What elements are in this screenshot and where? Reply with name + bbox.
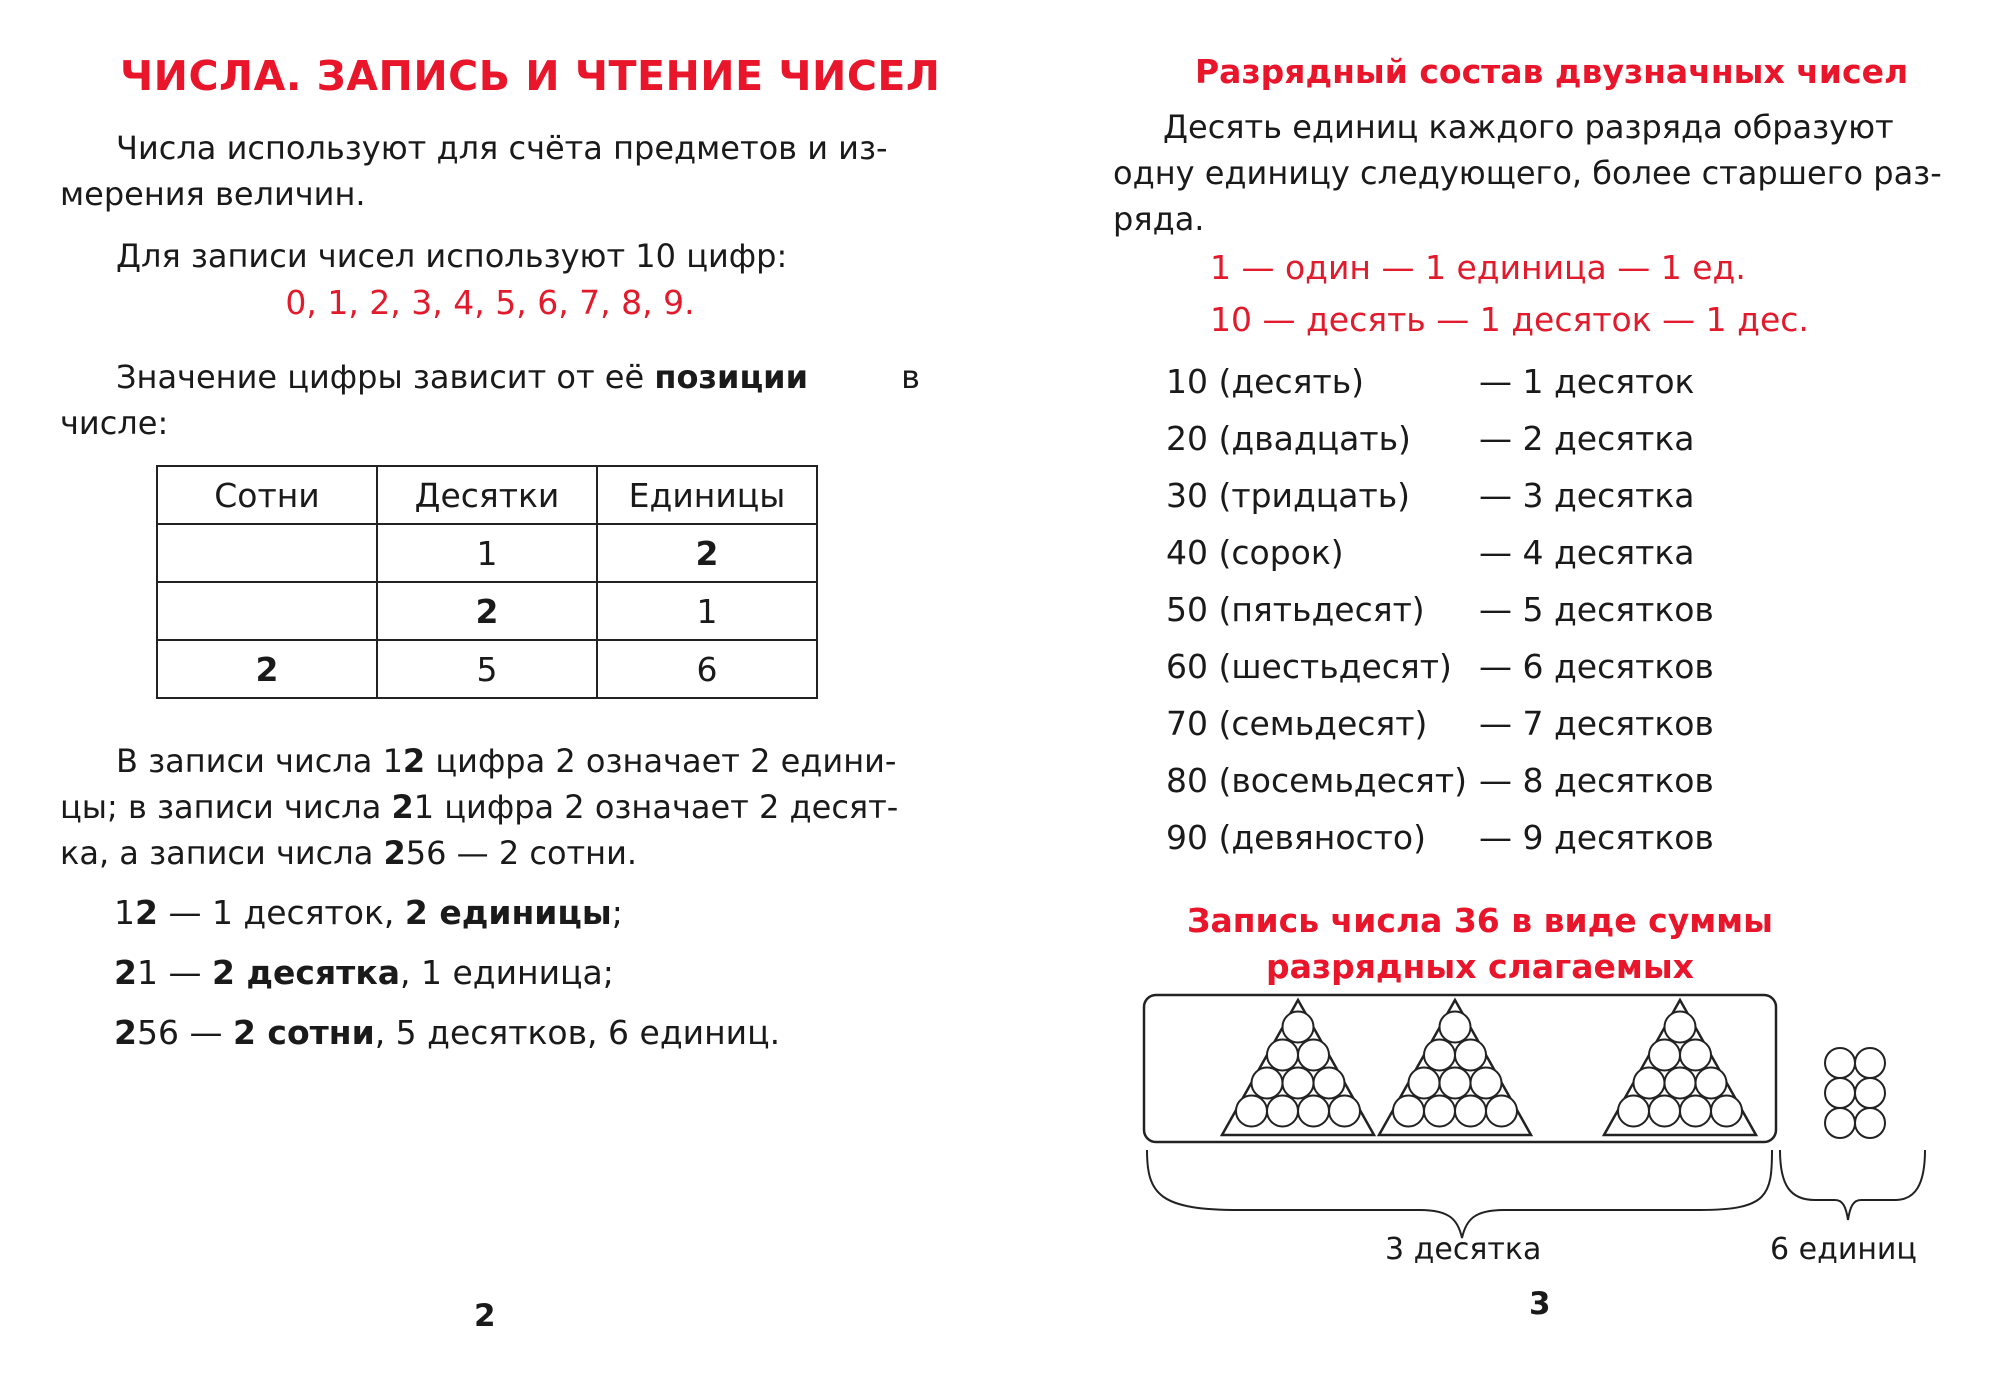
- ones-brace: [1780, 1150, 1925, 1220]
- unit-circle: [1314, 1068, 1345, 1099]
- tens-value: — 1 десяток: [1479, 362, 1695, 401]
- table-header: Единицы: [597, 466, 817, 524]
- tens-number: 40 (сорок): [1166, 533, 1344, 572]
- tens-number: 20 (двадцать): [1166, 419, 1411, 458]
- ones-circles: [1825, 1048, 1885, 1138]
- example-bold: 2 сотни: [232, 1013, 375, 1052]
- example-bold: 2: [114, 953, 137, 992]
- explain-text: В записи числа 1: [116, 742, 403, 780]
- digits-list: 0, 1, 2, 3, 4, 5, 6, 7, 8, 9.: [285, 283, 695, 322]
- unit-circle: [1486, 1096, 1517, 1127]
- example-text: 1: [114, 893, 135, 932]
- unit-circle: [1665, 1012, 1696, 1043]
- unit-circle: [1236, 1096, 1267, 1127]
- ones-caption: 6 единиц: [1770, 1232, 1917, 1267]
- page-title: ЧИСЛА. ЗАПИСЬ И ЧТЕНИЕ ЧИСЕЛ: [120, 52, 941, 100]
- intro-line-1: Числа используют для счёта предметов и из-: [116, 129, 888, 167]
- explain-text: цифра 2 означает 2 едини-: [425, 742, 897, 780]
- example-bold: 2 десятка: [211, 953, 400, 992]
- tens-value: — 6 десятков: [1479, 647, 1714, 686]
- unit-circle: [1393, 1096, 1424, 1127]
- explain-bold: 2: [383, 834, 406, 872]
- position-text: Значение цифры зависит от её: [116, 358, 655, 396]
- tens-value: — 8 десятков: [1479, 761, 1714, 800]
- example-bold: 2: [114, 1013, 137, 1052]
- unit-circle: [1855, 1078, 1885, 1108]
- unit-circle: [1252, 1068, 1283, 1099]
- unit-circle: [1455, 1096, 1486, 1127]
- unit-circle: [1680, 1040, 1711, 1071]
- intro-line-2: мерения величин.: [60, 175, 366, 213]
- unit-circle: [1855, 1108, 1885, 1138]
- unit-circle: [1696, 1068, 1727, 1099]
- unit-circle: [1409, 1068, 1440, 1099]
- unit-circle: [1471, 1068, 1502, 1099]
- example-text: — 1 десяток,: [157, 893, 405, 932]
- explain-text: цы; в записи числа: [60, 788, 392, 826]
- position-line-2: числе:: [60, 404, 169, 442]
- section-title: Разрядный состав двузначных чисел: [1195, 52, 1909, 91]
- tens-number: 10 (десять): [1166, 362, 1365, 401]
- tens-number: 30 (тридцать): [1166, 476, 1411, 515]
- unit-definition: 1 — один — 1 единица — 1 ед.: [1210, 248, 1746, 287]
- position-end: в: [901, 358, 920, 396]
- unit-circle: [1649, 1040, 1680, 1071]
- example-text: , 5 десятков, 6 единиц.: [374, 1013, 781, 1052]
- tens-value: — 4 десятка: [1479, 533, 1695, 572]
- unit-circle: [1825, 1048, 1855, 1078]
- example-text: 56 —: [136, 1013, 233, 1052]
- tens-value: — 3 десятка: [1479, 476, 1695, 515]
- rule-line-1: Десять единиц каждого разряда образуют: [1163, 108, 1894, 146]
- unit-circle: [1618, 1096, 1649, 1127]
- unit-circle: [1649, 1096, 1680, 1127]
- unit-circle: [1298, 1040, 1329, 1071]
- table-cell: 1: [377, 524, 597, 582]
- unit-circle: [1298, 1096, 1329, 1127]
- table-cell: 6: [597, 640, 817, 698]
- unit-circle: [1680, 1096, 1711, 1127]
- explain-text: 1 цифра 2 означает 2 десят-: [413, 788, 899, 826]
- tens-number: 70 (семьдесят): [1166, 704, 1428, 743]
- example-bold: 2 единицы: [404, 893, 612, 932]
- unit-circle: [1283, 1068, 1314, 1099]
- digits-label: Для записи чисел используют 10 цифр:: [116, 237, 788, 275]
- table-cell: 2: [597, 524, 817, 582]
- unit-circle: [1424, 1096, 1455, 1127]
- ten-definition: 10 — десять — 1 десяток — 1 дес.: [1210, 300, 1809, 339]
- unit-circle: [1440, 1012, 1471, 1043]
- tens-caption: 3 десятка: [1385, 1232, 1542, 1267]
- tens-value: — 2 десятка: [1479, 419, 1695, 458]
- tens-value: — 7 десятков: [1479, 704, 1714, 743]
- rule-line-3: ряда.: [1113, 200, 1205, 238]
- unit-circle: [1855, 1048, 1885, 1078]
- tens-number: 60 (шестьдесят): [1166, 647, 1452, 686]
- explain-bold: 2: [391, 788, 414, 826]
- table-header: Десятки: [377, 466, 597, 524]
- unit-circle: [1424, 1040, 1455, 1071]
- page-number: 3: [1529, 1286, 1551, 1322]
- table-cell: 5: [377, 640, 597, 698]
- tens-brace: [1147, 1150, 1772, 1238]
- unit-circle: [1825, 1078, 1855, 1108]
- example-text: ;: [611, 893, 623, 932]
- unit-circle: [1455, 1040, 1486, 1071]
- unit-circle: [1634, 1068, 1665, 1099]
- example-text: , 1 единица;: [399, 953, 614, 992]
- unit-circle: [1825, 1108, 1855, 1138]
- example-text: 1 —: [136, 953, 212, 992]
- explain-text: ка, а записи числа: [60, 834, 384, 872]
- tens-number: 90 (девяносто): [1166, 818, 1426, 857]
- rule-line-2: одну единицу следующего, более старшего раз-: [1113, 154, 1942, 192]
- explain-text: 56 — 2 сотни.: [405, 834, 638, 872]
- page-number: 2: [474, 1298, 496, 1334]
- tens-triangles: [1222, 1000, 1756, 1135]
- tens-value: — 5 десятков: [1479, 590, 1714, 629]
- table-cell: 2: [157, 640, 377, 698]
- position-bold: позиции: [654, 358, 808, 396]
- sum-title-line-1: Запись числа 36 в виде суммы: [1187, 901, 1773, 940]
- unit-circle: [1283, 1012, 1314, 1043]
- unit-circle: [1329, 1096, 1360, 1127]
- table-cell: 2: [377, 582, 597, 640]
- tens-number: 50 (пятьдесят): [1166, 590, 1425, 629]
- unit-circle: [1267, 1096, 1298, 1127]
- example-bold: 2: [135, 893, 158, 932]
- unit-circle: [1711, 1096, 1742, 1127]
- table-cell: 1: [597, 582, 817, 640]
- tens-value: — 9 десятков: [1479, 818, 1714, 857]
- explain-bold: 2: [402, 742, 426, 780]
- table-header: Сотни: [157, 466, 377, 524]
- unit-circle: [1665, 1068, 1696, 1099]
- unit-circle: [1267, 1040, 1298, 1071]
- unit-circle: [1440, 1068, 1471, 1099]
- tens-number: 80 (восемьдесят): [1166, 761, 1467, 800]
- sum-title-line-2: разрядных слагаемых: [1266, 947, 1694, 986]
